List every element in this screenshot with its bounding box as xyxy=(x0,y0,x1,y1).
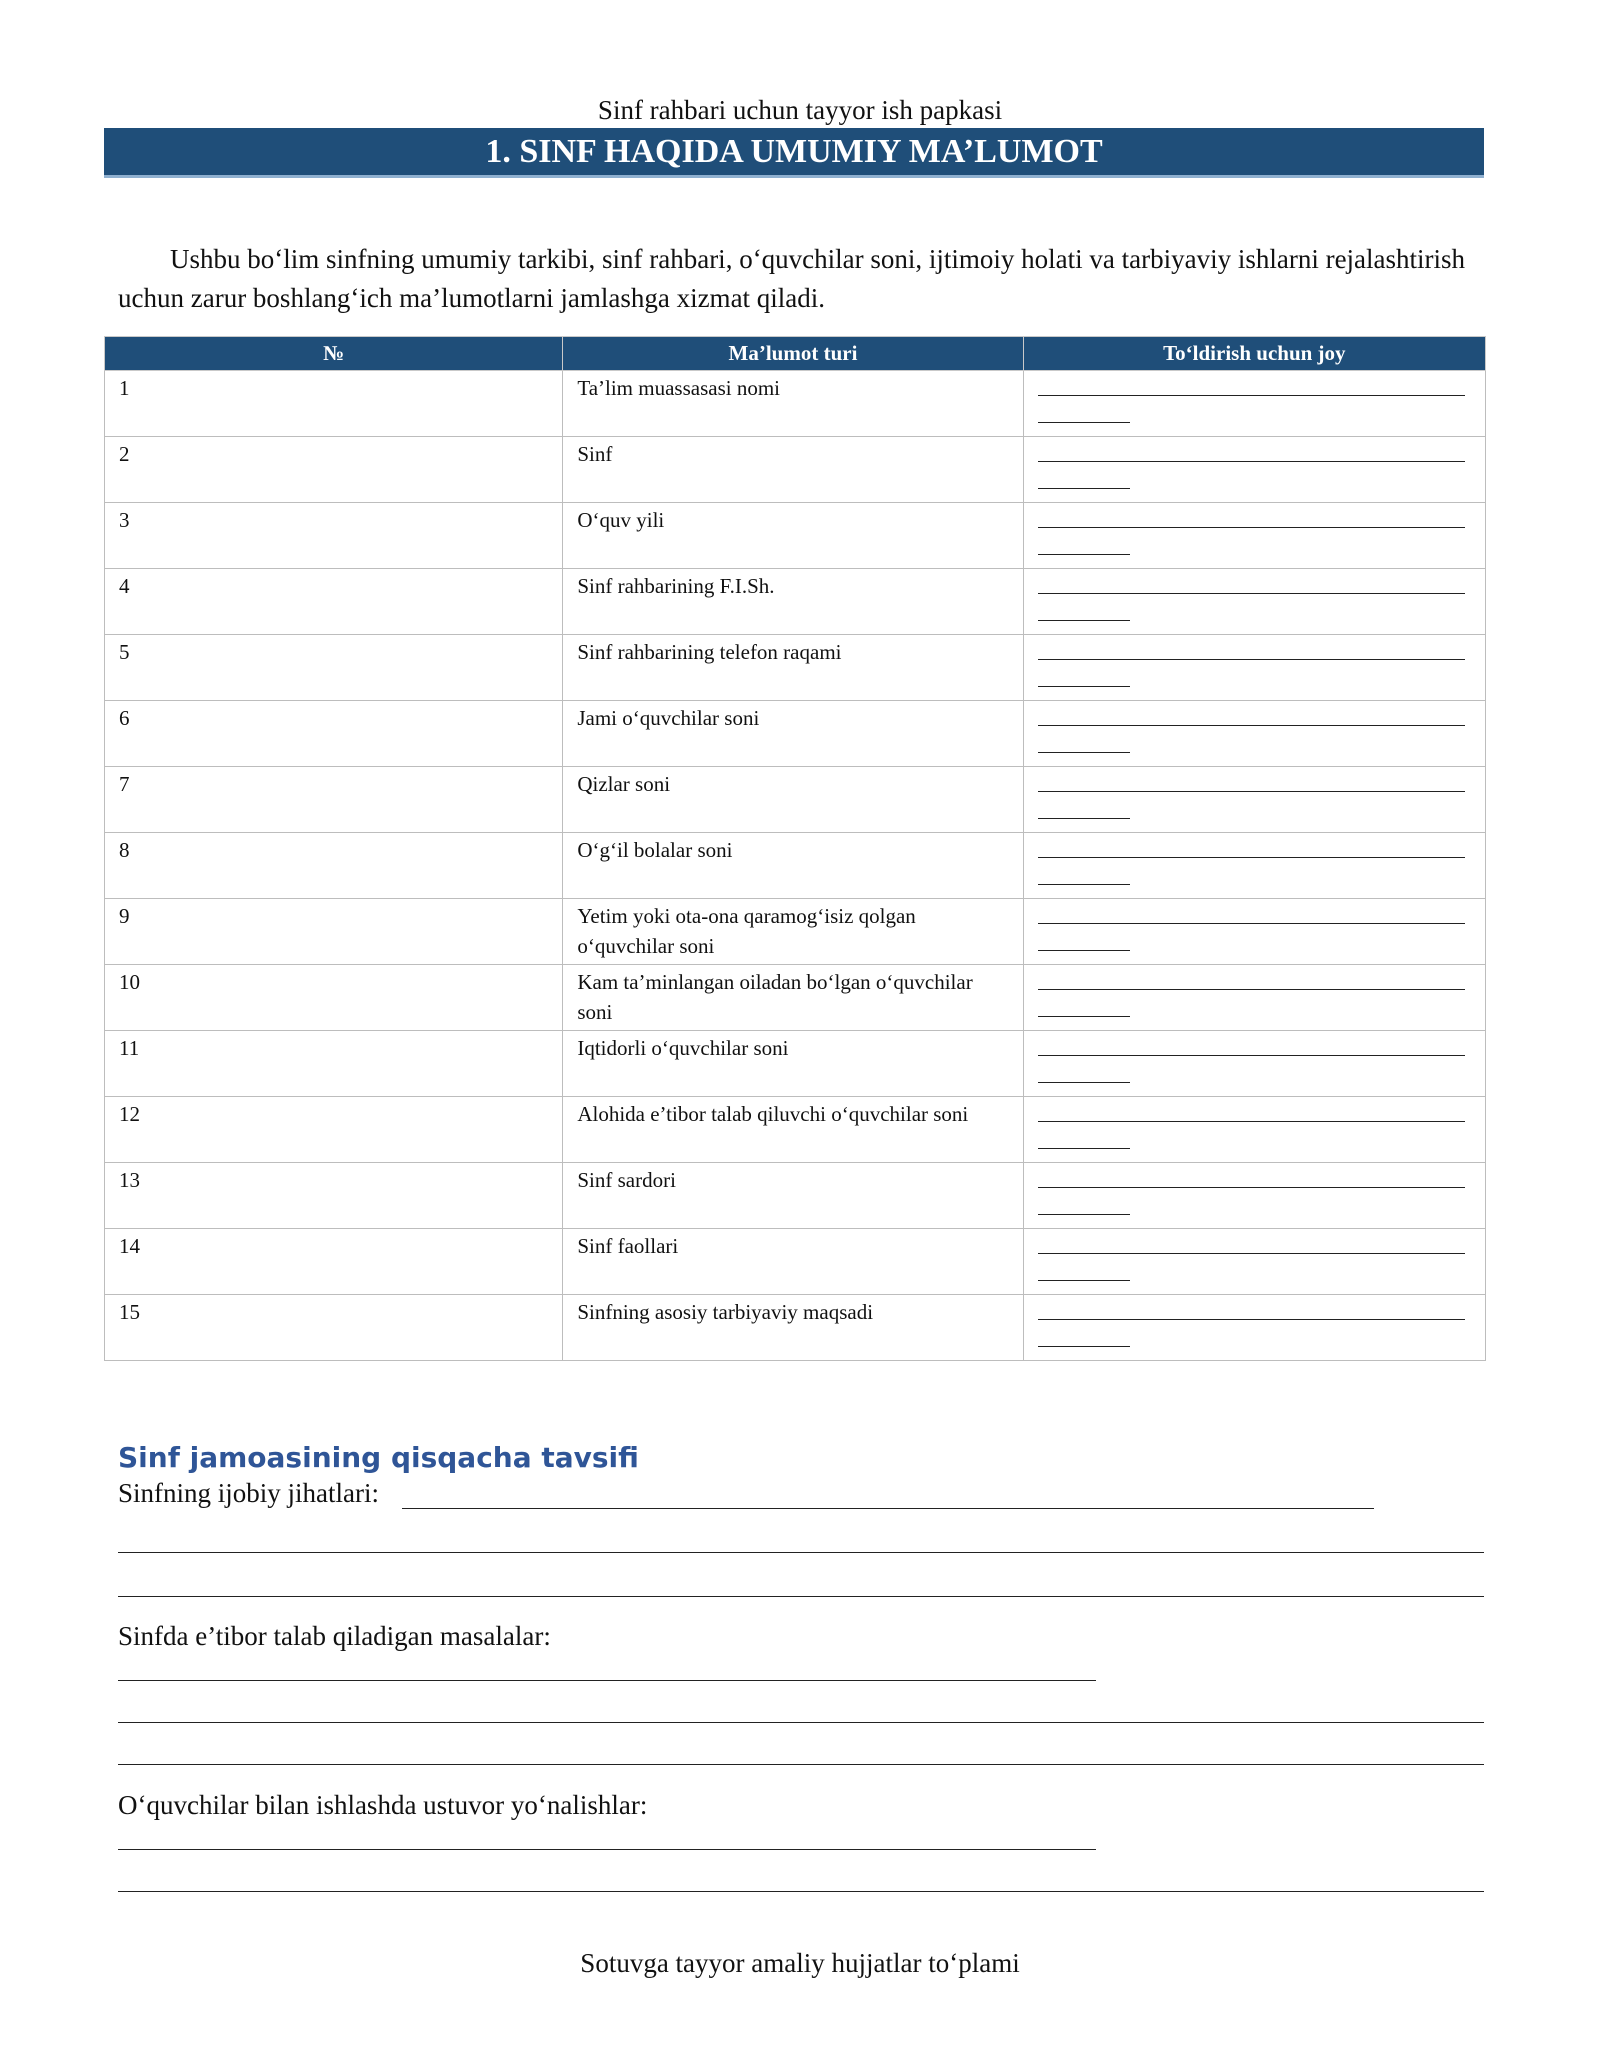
row-number: 14 xyxy=(105,1229,563,1295)
row-number: 2 xyxy=(105,437,563,503)
attention-issues-text: Sinfda e’tibor talab qiladigan masalalar: xyxy=(118,1621,551,1651)
row-fill-field[interactable] xyxy=(1023,965,1485,1031)
fill-line[interactable] xyxy=(1038,903,1465,924)
fill-line-short[interactable] xyxy=(1038,1016,1130,1017)
header-fill-space: To‘ldirish uchun joy xyxy=(1023,337,1485,371)
section-title: 1. SINF HAQIDA UMUMIY MA’LUMOT xyxy=(104,128,1484,178)
row-number: 13 xyxy=(105,1163,563,1229)
row-fill-field[interactable] xyxy=(1023,899,1485,965)
running-header: Sinf rahbari uchun tayyor ish papkasi xyxy=(597,95,1003,125)
positive-aspects-line-1[interactable] xyxy=(402,1508,1374,1509)
fill-line[interactable] xyxy=(1038,1233,1465,1254)
fill-line[interactable] xyxy=(1038,771,1465,792)
table-row xyxy=(105,371,1486,437)
table-row xyxy=(105,701,1486,767)
table-row xyxy=(105,437,1486,503)
table-body xyxy=(105,371,1486,1361)
priorities-line-1[interactable] xyxy=(118,1849,1096,1850)
fill-line[interactable] xyxy=(1038,1167,1465,1188)
row-info-type: Alohida e’tibor talab qiluvchi o‘quvchilar soni xyxy=(563,1097,1023,1163)
row-fill-field[interactable] xyxy=(1023,1031,1485,1097)
fill-line[interactable] xyxy=(1038,375,1465,396)
row-info-type: Jami o‘quvchilar soni xyxy=(563,701,1023,767)
table-row xyxy=(105,965,1486,1031)
intro-paragraph: Ushbu bo‘lim sinfning umumiy tarkibi, sinf rahbari, o‘quvchilar soni, ijtimoiy holati va tarbiyaviy ishlarni rejalashtirish uchun zarur boshlang‘ich ma’lumotlarni jamlashga xizmat qiladi. xyxy=(118,244,1466,313)
row-info-type: Sinf rahbarining telefon raqami xyxy=(563,635,1023,701)
description-heading: Sinf jamoasining qisqacha tavsifi xyxy=(118,1441,639,1474)
attention-issues-label xyxy=(118,1619,551,1653)
fill-line[interactable] xyxy=(1038,1035,1465,1056)
fill-line[interactable] xyxy=(1038,507,1465,528)
table-row xyxy=(105,1295,1486,1361)
table-row xyxy=(105,1031,1486,1097)
row-fill-field[interactable] xyxy=(1023,371,1485,437)
row-fill-field[interactable] xyxy=(1023,767,1485,833)
priorities-label xyxy=(118,1788,647,1822)
attention-issues-line-1[interactable] xyxy=(118,1680,1096,1681)
positive-aspects-label xyxy=(118,1476,379,1510)
row-info-type: Yetim yoki ota-ona qaramog‘isiz qolgan o‘quvchilar soni xyxy=(563,899,1023,965)
fill-line-short[interactable] xyxy=(1038,554,1130,555)
fill-line-short[interactable] xyxy=(1038,620,1130,621)
header-number: № xyxy=(105,337,563,371)
row-info-type: Sinf xyxy=(563,437,1023,503)
table-row xyxy=(105,1097,1486,1163)
row-number: 8 xyxy=(105,833,563,899)
row-info-type: Sinfning asosiy tarbiyaviy maqsadi xyxy=(563,1295,1023,1361)
row-number: 5 xyxy=(105,635,563,701)
row-info-type: Sinf sardori xyxy=(563,1163,1023,1229)
row-number: 15 xyxy=(105,1295,563,1361)
page-footer: Sotuvga tayyor amaliy hujjatlar to‘plami xyxy=(580,1948,1020,1978)
row-fill-field[interactable] xyxy=(1023,569,1485,635)
row-number: 3 xyxy=(105,503,563,569)
fill-line-short[interactable] xyxy=(1038,488,1130,489)
fill-line-short[interactable] xyxy=(1038,1280,1130,1281)
fill-line[interactable] xyxy=(1038,705,1465,726)
table-row xyxy=(105,635,1486,701)
fill-line-short[interactable] xyxy=(1038,1148,1130,1149)
priorities-line-2[interactable] xyxy=(118,1891,1484,1892)
fill-line-short[interactable] xyxy=(1038,752,1130,753)
fill-line-short[interactable] xyxy=(1038,818,1130,819)
positive-aspects-text: Sinfning ijobiy jihatlari: xyxy=(118,1478,379,1508)
table-row xyxy=(105,899,1486,965)
fill-line-short[interactable] xyxy=(1038,1082,1130,1083)
table-header-row xyxy=(105,337,1486,371)
row-number: 9 xyxy=(105,899,563,965)
table-row xyxy=(105,1163,1486,1229)
row-fill-field[interactable] xyxy=(1023,437,1485,503)
fill-line-short[interactable] xyxy=(1038,884,1130,885)
row-info-type: O‘g‘il bolalar soni xyxy=(563,833,1023,899)
row-number: 11 xyxy=(105,1031,563,1097)
fill-line-short[interactable] xyxy=(1038,950,1130,951)
fill-line[interactable] xyxy=(1038,969,1465,990)
fill-line-short[interactable] xyxy=(1038,1214,1130,1215)
fill-line-short[interactable] xyxy=(1038,1346,1130,1347)
table-row xyxy=(105,503,1486,569)
row-fill-field[interactable] xyxy=(1023,701,1485,767)
row-info-type: Ta’lim muassasasi nomi xyxy=(563,371,1023,437)
row-number: 10 xyxy=(105,965,563,1031)
row-number: 7 xyxy=(105,767,563,833)
fill-line[interactable] xyxy=(1038,1299,1465,1320)
row-info-type: Sinf faollari xyxy=(563,1229,1023,1295)
table-row xyxy=(105,1229,1486,1295)
positive-aspects-line-2[interactable] xyxy=(118,1552,1484,1553)
attention-issues-line-2[interactable] xyxy=(118,1722,1484,1723)
fill-line-short[interactable] xyxy=(1038,686,1130,687)
row-fill-field[interactable] xyxy=(1023,1295,1485,1361)
row-info-type: Qizlar soni xyxy=(563,767,1023,833)
fill-line-short[interactable] xyxy=(1038,422,1130,423)
row-fill-field[interactable] xyxy=(1023,1163,1485,1229)
priorities-text: O‘quvchilar bilan ishlashda ustuvor yo‘nalishlar: xyxy=(118,1790,648,1820)
row-info-type: Kam ta’minlangan oiladan bo‘lgan o‘quvchilar soni xyxy=(563,965,1023,1031)
table-row xyxy=(105,767,1486,833)
info-table xyxy=(104,336,1486,1361)
table-row xyxy=(105,833,1486,899)
fill-line[interactable] xyxy=(1038,441,1465,462)
row-number: 12 xyxy=(105,1097,563,1163)
attention-issues-line-3[interactable] xyxy=(118,1764,1484,1765)
row-fill-field[interactable] xyxy=(1023,1097,1485,1163)
row-number: 1 xyxy=(105,371,563,437)
fill-line[interactable] xyxy=(1038,573,1465,594)
positive-aspects-line-3[interactable] xyxy=(118,1596,1484,1597)
row-info-type: Sinf rahbarining F.I.Sh. xyxy=(563,569,1023,635)
row-fill-field[interactable] xyxy=(1023,503,1485,569)
fill-line[interactable] xyxy=(1038,639,1465,660)
table-row xyxy=(105,569,1486,635)
row-info-type: O‘quv yili xyxy=(563,503,1023,569)
header-info-type: Ma’lumot turi xyxy=(563,337,1023,371)
fill-line[interactable] xyxy=(1038,1101,1465,1122)
row-info-type: Iqtidorli o‘quvchilar soni xyxy=(563,1031,1023,1097)
fill-line[interactable] xyxy=(1038,837,1465,858)
row-fill-field[interactable] xyxy=(1023,635,1485,701)
row-number: 6 xyxy=(105,701,563,767)
row-fill-field[interactable] xyxy=(1023,833,1485,899)
row-number: 4 xyxy=(105,569,563,635)
row-fill-field[interactable] xyxy=(1023,1229,1485,1295)
